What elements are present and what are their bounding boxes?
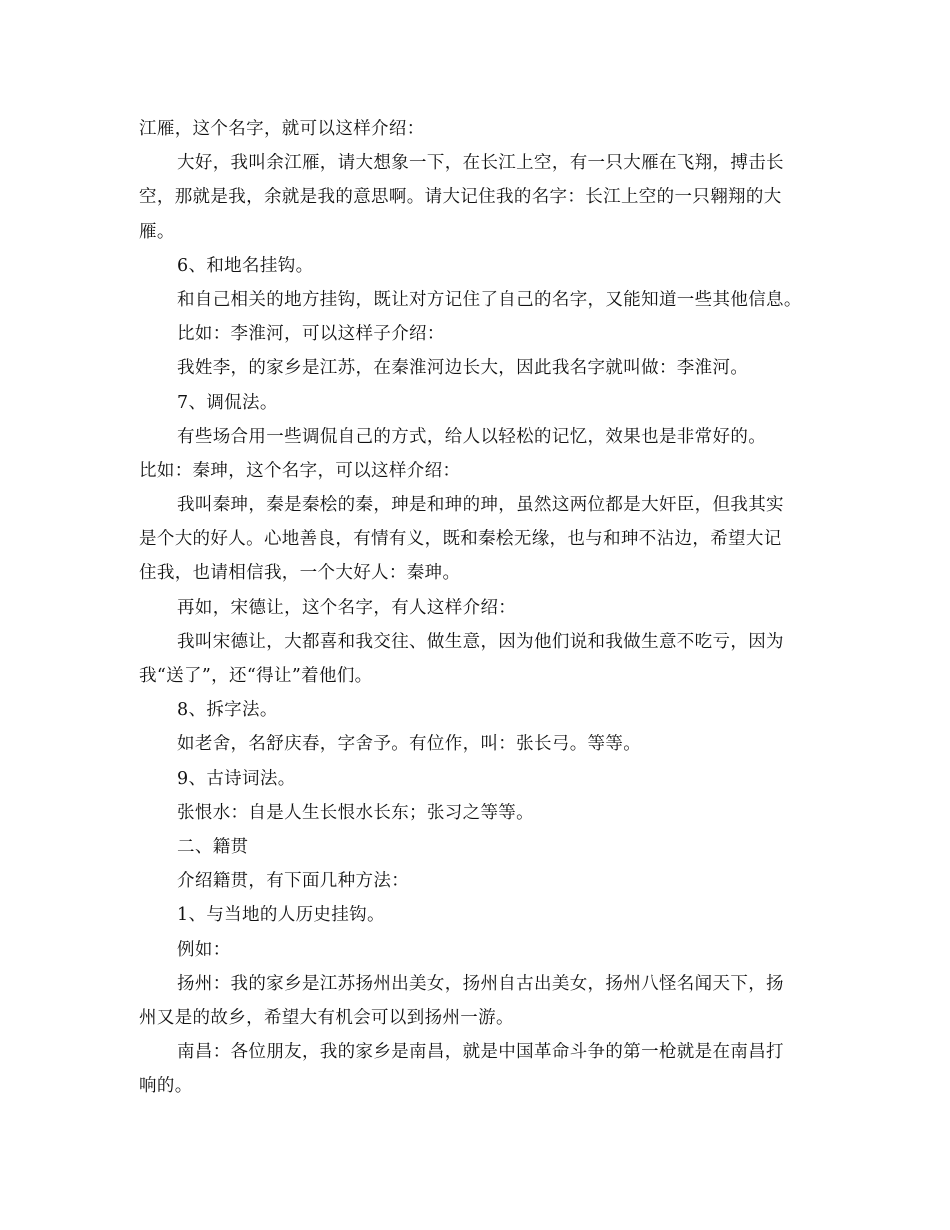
text-line: 我叫宋德让，大都喜和我交往、做生意，因为他们说和我做生意不吃亏，因为: [177, 631, 784, 652]
text-line: 我姓李，的家乡是江苏，在秦淮河边长大，因此我名字就叫做：李淮河。: [177, 358, 749, 379]
text-line: 9、古诗词法。: [177, 768, 296, 789]
text-line: 张恨水：自是人生长恨水长东；张习之等等。: [177, 802, 534, 823]
text-line: 二、籍贯: [177, 836, 249, 857]
text-line: 有些场合用一些调侃自己的方式，给人以轻松的记忆，效果也是非常好的。: [177, 426, 767, 447]
text-line: 介绍籍贯，有下面几种方法：: [177, 871, 410, 892]
text-line: 再如，宋德让，这个名字，有人这样介绍：: [177, 597, 517, 618]
text-line: 例如：: [177, 939, 231, 960]
text-line: 8、拆字法。: [177, 700, 278, 721]
text-line: 扬州：我的家乡是江苏扬州出美女，扬州自古出美女，扬州八怪名闻天下，扬: [177, 973, 784, 994]
text-line: 空，那就是我，余就是我的意思啊。请大记住我的名字：长江上空的一只翱翔的大: [139, 187, 782, 208]
text-line: 大好，我叫余江雁，请大想象一下，在长江上空，有一只大雁在飞翔，搏击长: [177, 153, 784, 174]
text-line: 南昌：各位朋友，我的家乡是南昌，就是中国革命斗争的第一枪就是在南昌打: [177, 1042, 784, 1063]
text-line: 和自己相关的地方挂钩，既让对方记住了自己的名字，又能知道一些其他信息。: [177, 289, 802, 310]
text-line: 我叫秦珅，秦是秦桧的秦，珅是和珅的珅，虽然这两位都是大奸臣，但我其实: [177, 495, 784, 516]
text-line: 我“送了”，还“得让”着他们。: [139, 666, 373, 686]
text-line: 江雁，这个名字，就可以这样介绍：: [139, 119, 425, 139]
text-line: 比如：秦珅，这个名字，可以这样介绍：: [139, 460, 461, 481]
text-line: 7、调侃法。: [177, 392, 278, 413]
text-line: 响的。: [139, 1076, 193, 1097]
text-line: 1、与当地的人历史挂钩。: [177, 905, 385, 926]
text-line: 如老舍，名舒庆春，字舍予。有位作，叫：张长弓。等等。: [177, 734, 642, 755]
text-line: 6、和地名挂钩。: [177, 255, 314, 276]
text-line: 是个大的好人。心地善良，有情有义，既和秦桧无缘，也与和珅不沾边，希望大记: [139, 529, 782, 550]
text-line: 雁。: [139, 221, 175, 242]
text-line: 州又是的故乡，希望大有机会可以到扬州一游。: [139, 1007, 514, 1028]
text-line: 比如：李淮河，可以这样子介绍：: [177, 324, 445, 345]
document-page: [139, 112, 819, 1103]
text-line: 住我，也请相信我，一个大好人：秦珅。: [139, 563, 461, 584]
